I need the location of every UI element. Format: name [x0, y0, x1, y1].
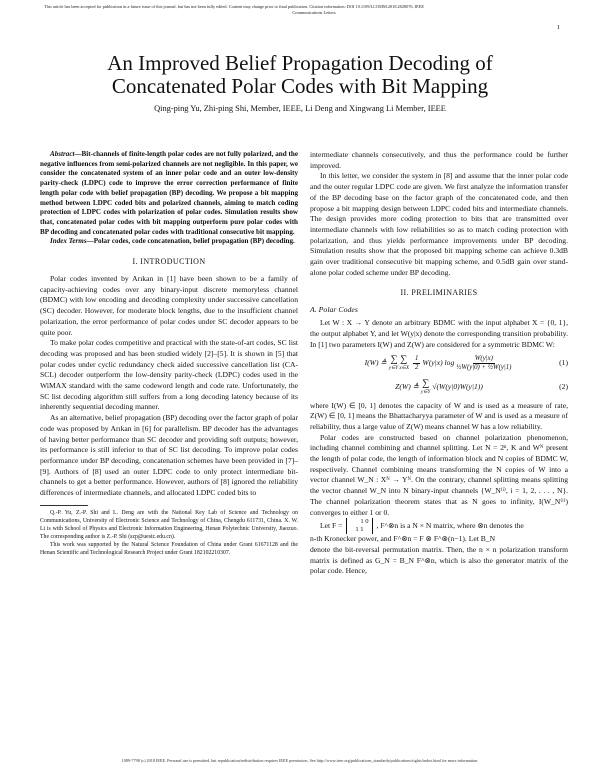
title-line-1: An Improved Belief Propagation Decoding of — [107, 51, 493, 75]
polarization-paragraph: Polar codes are constructed based on channel polarization phenomenon, including channel combining and channel splitting. Let N = 2ⁿ, K and Wᴺ present the length of polar code, the length of information block and N copies of BDMC W, respectively. Channel combining means transforming the N copies of W into a vector channel W_N : Xᴺ → Yᴺ. On the contrary, channel splitting means splitting the vector channel W_N into N binary-input channels {W_N⁽ⁱ⁾, i = 1, 2, . . . , N}. The channel polarization theorem states that as N goes to infinity, I(W_N⁽ⁱ⁾) converges to either 1 or 0. — [310, 432, 568, 517]
author-list: Qing-ping Yu, Zhi-ping Shi, Member, IEEE, Li Deng and Xingwang Li Member, IEEE — [154, 104, 446, 113]
eq2-lhs: Z(W) ≜ — [395, 382, 419, 392]
abstract-text: Bit-channels of finite-length polar codes are not fully polarized, and the negative influences from semi-polarized channels are not negligible. In this paper, we consider the concatenated system of an inner polar code and an outer low-density parity-check (LDPC) code to improve the error correction performance of finite length polar code with belief propagation (BP) decoding. We propose a bit mapping method between LDPC coded bits and polarized channels, aiming to match coding protection of LDPC codes with polarization of polar codes. Simulation results show that, concatenated polar codes with bit mapping outperform pure polar codes with BP decoding and concatenated polar codes with traditional consecutive bit mapping. — [40, 150, 298, 236]
left-column — [40, 150, 298, 557]
eq1-number: (1) — [559, 358, 568, 368]
subsection-heading-polar-codes: A. Polar Codes — [310, 305, 358, 315]
intro-continuation: intermediate channels consecutively, and thus the performance could be further improved. — [310, 150, 568, 170]
matrix-row-2: 1 1 — [355, 526, 364, 534]
eq2-sum-symbol: ∑ — [422, 377, 430, 389]
kernel-matrix-paragraph — [310, 518, 568, 534]
eq1-summation — [389, 355, 409, 373]
index-terms-label: Index Terms — [50, 237, 87, 246]
index-terms: Index Terms—Polar codes, code concatenation, belief propagation (BP) decoding. — [50, 237, 295, 246]
eq1-denominator: ½W(y|0) + ½W(y|1) — [456, 364, 512, 372]
equation-1 — [310, 353, 568, 375]
paper-title — [30, 52, 570, 98]
letF-suffix: , F^⊗n is a N × N matrix, where ⊗n denotes the — [376, 521, 524, 531]
acceptance-notice: This article has been accepted for publication in a future issue of this journal, but has not been fully edited. Content may change prior to final publication. Citation information: DOI 10.1109/LCOMM.2018.2828076, IEEE — [44, 4, 425, 9]
eq1-lhs: I(W) ≜ — [364, 358, 387, 368]
footnote-affiliation: Q.-P. Yu, Z.-P. Shi and L. Deng are with the National Key Lab of Science and Technology on Communications, University of Electronic Science and Technology of China, Chengdu 611731, China. X. W. Li is with School of Physics and Electronic Information Engineering, Henan Polytechnic University, Jiaozuo. The corresponding author is Z.-P. Shi (szp@uestc.edu.cn). — [40, 509, 298, 540]
index-terms-text: Polar codes, code concatenation, belief propagation (BP) decoding. — [93, 237, 295, 246]
eq1-numerator: W(y|x) — [474, 355, 493, 363]
intro-paragraph-3: As an alternative, belief propagation (BP) decoding over the factor graph of polar code was proposed by Arıkan in [6] for parallelism. BP decoder has the advantages of having better performance than SC decoder and providing soft outputs; however, its performance is still inferior to that of SC list decoding. To improve polar codes performance under BP decoding, concatenation schemes have been provided in [7]–[9]. Authors of [8] used an outer LDPC code to only protect intermediate bit-channels to get a better performance. However, authors of [8] ignored the reliability differences of intermediate channels, and allocated LDPC coded bits to — [40, 413, 298, 498]
eq1-fraction — [456, 355, 511, 372]
eq1-half-den: 2 — [415, 364, 419, 372]
kernel-matrix — [346, 518, 372, 534]
eq2-number: (2) — [559, 382, 568, 392]
eq1-half — [413, 355, 420, 372]
footnote-funding: This work was supported by the Natural Science Foundation of China under Grant 61671128 and the Henan Scientific and Technological Research Project under Grant 182102210307. — [40, 541, 298, 556]
abstract: Abstract—Bit-channels of finite-length polar codes are not fully polarized, and the negative influences from semi-polarized channels are not negligible. In this paper, we consider the concatenated system of an inner polar code and an outer low-density parity-check (LDPC) code to improve the error correction performance of finite length polar code with belief propagation (BP) decoding. We propose a bit mapping method between LDPC coded bits and polarized channels, aiming to match coding protection of LDPC codes with polarization of polar codes. Simulation results show that, concatenated polar codes with bit mapping outperform pure polar codes with BP decoding and concatenated polar codes with traditional consecutive bit mapping. — [40, 150, 298, 236]
bdmc-definition-paragraph: Let W : X → Y denote an arbitrary BDMC with the input alphabet X = {0, 1}, the output alphabet Y, and let W(y|x) denote the corresponding transition probability. In [1] two parameters I(W) and Z(W) are considered for a symmetric BDMC W: — [310, 318, 568, 349]
eq1-half-num: 1 — [415, 355, 419, 363]
letter-summary-paragraph: In this letter, we consider the system in [8] and assume that the inner polar code and the outer regular LDPC code are given. We first analyze the information transfer of the BP decoding base on the factor graph of the concatenated code, and then propose a bit mapping design between LDPC coded bits and intermediate channels. The design provides more coding protection to bits that are transmitted over intermediate channels with low reliabilities so as to match coding protection with polarization, and thus yields performance improvements under BP decoding. Simulation results show that the proposed bit mapping scheme can achieve 0.3dB gain over traditional consecutive bit mapping scheme, and 0.5dB gain over stand-alone polar coded scheme under BP decoding. — [310, 171, 568, 277]
equation-2 — [310, 377, 568, 399]
matrix-row-1: 1 0 — [360, 518, 369, 526]
section-heading-introduction: I. INTRODUCTION — [132, 257, 206, 267]
copyright-footer: 1089-7798 (c) 2018 IEEE. Personal use is permitted, but republication/redistribution requires IEEE permission. See http://www.ieee.org/publications_standards/publications/rights/index.html for more information. — [121, 758, 479, 763]
section-heading-preliminaries: II. PRELIMINARIES — [400, 288, 478, 298]
abstract-label: Abstract — [50, 150, 75, 158]
eq2-rhs: √(W(y|0)W(y|1)) — [432, 382, 483, 392]
eq2-summation — [421, 379, 430, 397]
page-number: 1 — [556, 24, 560, 31]
kronecker-line: n-th Kronecker power, and F^⊗n = F ⊗ F^⊗(n−1). Let B_N — [310, 534, 496, 544]
capacity-explanation-paragraph: where I(W) ∈ [0, 1] denotes the capacity of W and is used as a measure of rate, Z(W) ∈ [0, 1] means the Bhattacharyya parameter of W and is used as a measure of reliability, thus a large value of Z(W) means channel W has a low reliability. — [310, 400, 568, 431]
intro-paragraph-1: Polar codes invented by Arıkan in [1] have been shown to be a family of capacity-achieving codes over any binary-input discrete memoryless channel (BDMC) with low encoding and decoding complexity under successive cancellation (SC) decoder. However, for moderate block lengths, due to the insufficient channel polarization, the error performance of polar codes under SC decoder appears to be quite poor. — [40, 274, 298, 337]
journal-name: Communications Letters — [292, 10, 336, 15]
eq2-sum-subscript: y∈Y — [421, 389, 431, 395]
eq1-sum-subscript: y∈Y x∈X — [388, 365, 410, 371]
right-column — [310, 150, 568, 577]
title-line-2: Concatenated Polar Codes with Bit Mapping — [111, 74, 489, 98]
eq1-sum-symbol: ∑ ∑ — [390, 353, 408, 365]
letF-prefix: Let F = — [320, 521, 343, 531]
generator-matrix-paragraph: denote the bit-reversal permutation matrix. Then, the n × n polarization transform matrix is defined as G_N = B_N F^⊗n, which is also the generator matrix of the polar code. Hence, — [310, 544, 568, 576]
eq1-mid: W(y|x) log — [422, 358, 455, 368]
intro-paragraph-2: To make polar codes competitive and practical with the state-of-art codes, SC list decoding was proposed and has been studied widely [2]–[5]. It is shown in [5] that polar codes under cyclic redundancy check aided successive cancellation list (CA-SCL) decoder outperform the low-density parity-check (LDPC) codes used in the WiMAX standard with the same codeword length and code rate. Unfortunately, the SC list decoding algorithm still suffers from a long decoding latency because of its inherently sequential decoding manner. — [40, 338, 298, 412]
footnote-divider — [40, 505, 88, 506]
